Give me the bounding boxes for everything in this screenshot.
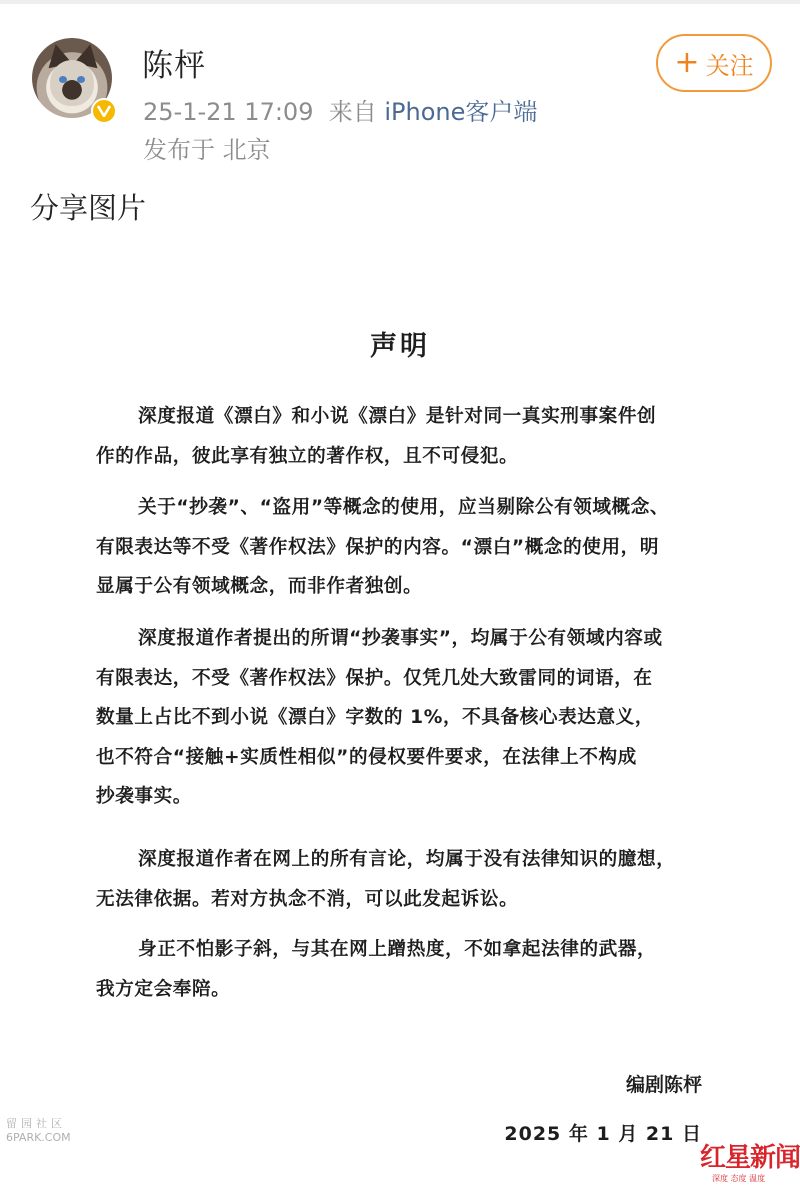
- paragraph-line: 显属于公有领域概念，而非作者独创。: [96, 576, 423, 597]
- author-name[interactable]: 陈枰: [142, 48, 206, 84]
- paragraph-line: 数量上占比不到小说《漂白》字数的 1%，不具备核心表达意义，: [96, 707, 655, 728]
- source-prefix: 来自: [328, 98, 377, 126]
- post-time: 25-1-21 17:09: [143, 98, 314, 126]
- top-divider: [0, 0, 800, 4]
- watermark-line: 留园社区: [6, 1117, 66, 1130]
- post-source[interactable]: iPhone客户端: [384, 98, 538, 126]
- post-meta: [143, 92, 537, 127]
- statement-paragraph: [96, 488, 716, 607]
- verified-badge-icon: [91, 98, 117, 124]
- statement-title: 声明: [370, 331, 430, 362]
- logo-brand-text: 红星新闻: [700, 1143, 800, 1173]
- statement-paragraph: [96, 619, 716, 817]
- paragraph-line: 关于“抄袭”、“盗用”等概念的使用，应当剔除公有领域概念、: [138, 497, 670, 518]
- statement-paragraph: [96, 840, 716, 919]
- paragraph-line: 深度报道作者提出的所谓“抄袭事实”，均属于公有领域内容或: [138, 628, 663, 649]
- logo-tagline: 深度 态度 温度: [712, 1174, 766, 1183]
- hongxing-news-logo: [700, 1137, 800, 1189]
- statement-paragraph: [96, 930, 716, 1009]
- paragraph-line: 我方定会奉陪。: [96, 978, 231, 1000]
- post-location: 发布于 北京: [143, 136, 271, 164]
- statement-date: 2025 年 1 月 21 日: [504, 1123, 702, 1145]
- plus-icon: +: [674, 45, 700, 80]
- follow-label: 关注: [705, 51, 754, 80]
- shared-image[interactable]: [0, 262, 800, 1193]
- paragraph-line: 抄袭事实。: [96, 786, 192, 807]
- paragraph-line: 也不符合“接触+实质性相似”的侵权要件要求，在法律上不构成: [96, 746, 637, 768]
- paragraph-line: 深度报道《漂白》和小说《漂白》是针对同一真实刑事案件创: [138, 406, 657, 427]
- follow-button[interactable]: [656, 34, 772, 92]
- statement-paragraph: [96, 397, 716, 476]
- paragraph-line: 作的作品，彼此享有独立的著作权，且不可侵犯。: [96, 445, 519, 467]
- avatar-eye-right: [77, 76, 85, 83]
- paragraph-line: 无法律依据。若对方执念不消，可以此发起诉讼。: [96, 888, 519, 910]
- post-text: 分享图片: [30, 191, 147, 225]
- avatar-face: [50, 60, 94, 106]
- watermark-line: 6PARK.COM: [6, 1131, 71, 1144]
- avatar-eye-left: [59, 76, 67, 83]
- paragraph-line: 有限表达，不受《著作权法》保护。仅凭几处大致雷同的词语，在: [96, 667, 653, 689]
- statement-signature: 编剧陈枰: [625, 1074, 702, 1096]
- paragraph-line: 身正不怕影子斜，与其在网上蹭热度，不如拿起法律的武器，: [138, 939, 657, 960]
- watermark-6park: [6, 1117, 86, 1145]
- paragraph-line: 有限表达等不受《著作权法》保护的内容。“漂白”概念的使用，明: [96, 536, 660, 558]
- paragraph-line: 深度报道作者在网上的所有言论，均属于没有法律知识的臆想，: [138, 849, 676, 870]
